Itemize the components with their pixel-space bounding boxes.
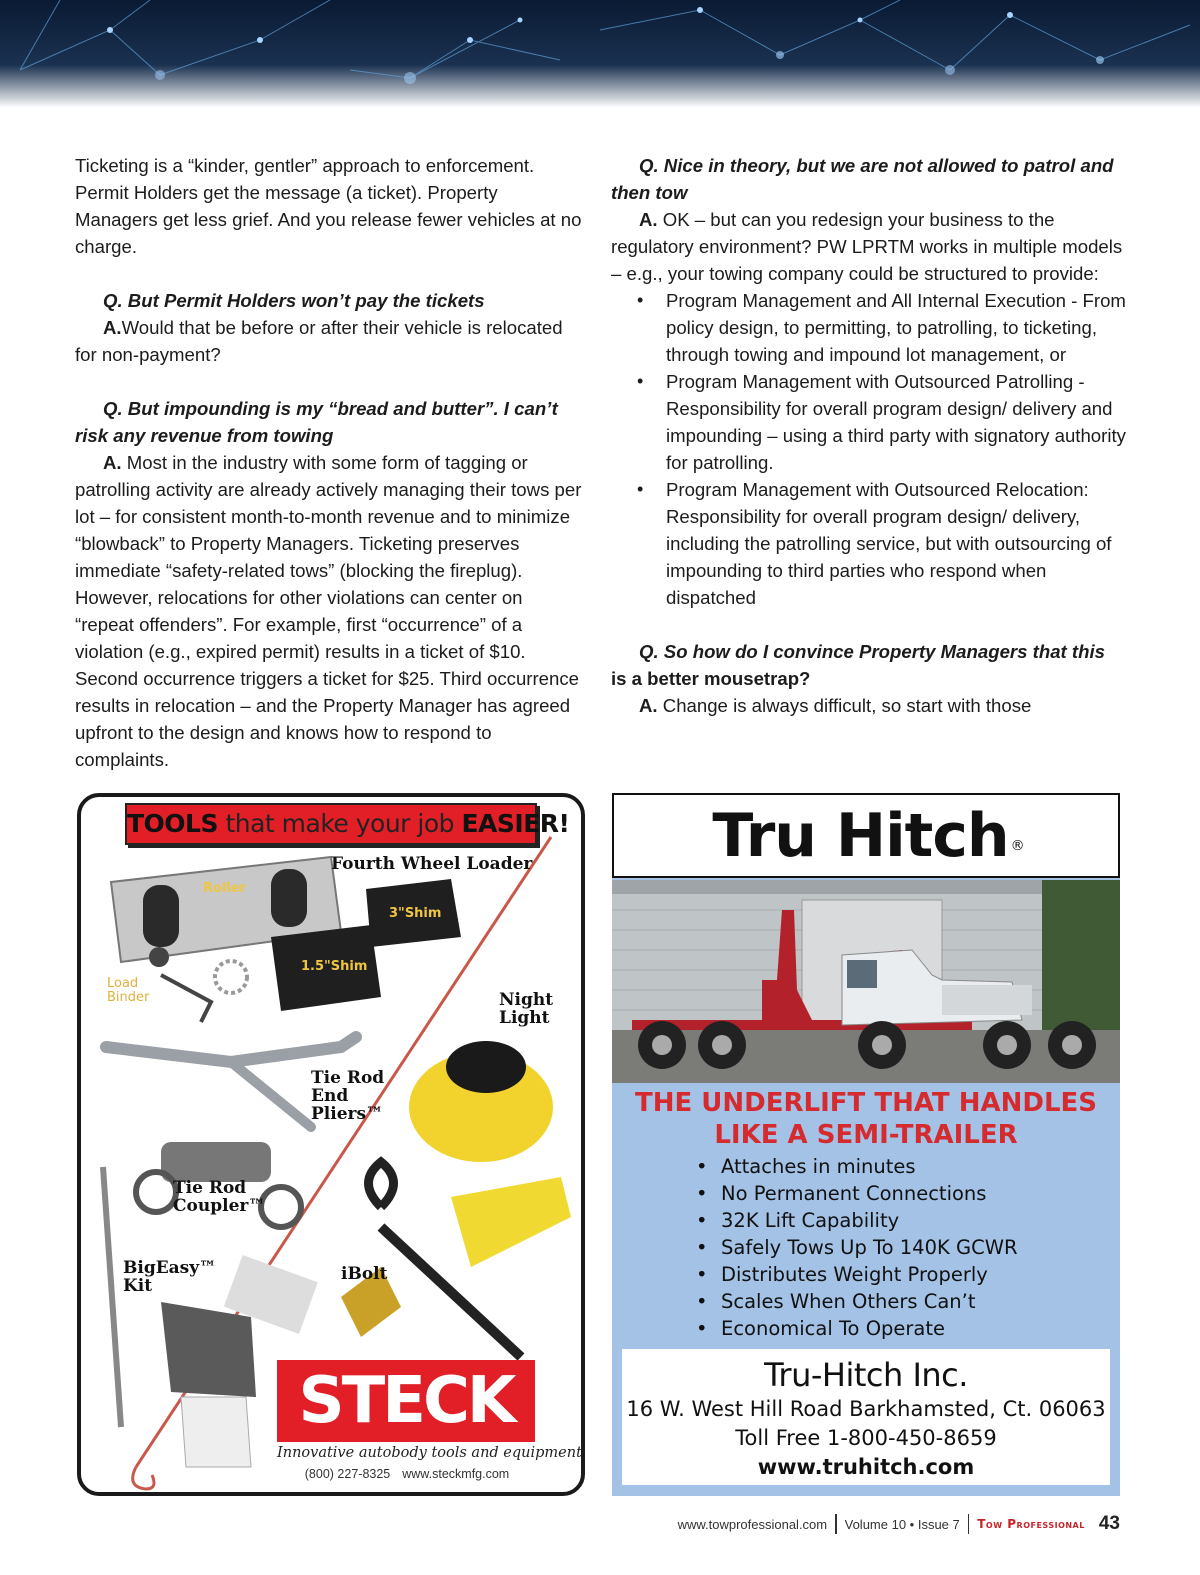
truhitch-headline bbox=[612, 1087, 1120, 1151]
answer-label: A. bbox=[639, 209, 658, 230]
label-tie-rod-end-pliers: Tie Rod End Pliers™ bbox=[311, 1068, 385, 1124]
article-right-column bbox=[611, 152, 1126, 719]
list-item: • Economical To Operate bbox=[696, 1315, 1096, 1342]
question-permit-holders: Q. But Permit Holders won’t pay the tickets bbox=[103, 290, 485, 311]
list-item: • Program Management with Outsourced Patrolling - Responsibility for overall program design/ delivery and impounding – using a third party with signatory authority for patrolling. bbox=[611, 368, 1126, 476]
label-ibolt: iBolt bbox=[341, 1264, 388, 1284]
label-3-shim: 3"Shim bbox=[389, 906, 442, 921]
label-bigeasy-kit: BigEasy™ Kit bbox=[123, 1258, 217, 1296]
label-tie-rod-coupler: Tie Rod Coupler™ bbox=[173, 1178, 266, 1216]
footer-issue: Volume 10 • Issue 7 bbox=[844, 1516, 960, 1532]
question-patrol-then-tow: Q. Nice in theory, but we are not allowed to patrol and then tow bbox=[611, 155, 1114, 203]
truhitch-contact-box bbox=[622, 1349, 1110, 1485]
steck-tagline: Innovative autobody tools and equipment bbox=[277, 1445, 582, 1461]
label-fourth-wheel-loader: Fourth Wheel Loader bbox=[331, 854, 533, 874]
footer-magazine-name: Tow Professional bbox=[977, 1517, 1085, 1531]
list-item: • No Permanent Connections bbox=[696, 1180, 1096, 1207]
header-banner bbox=[0, 0, 1200, 108]
list-item: • Program Management and All Internal Execution - From policy design, to permitting, to patrolling, to ticketing, through towing and impound lot management, or bbox=[611, 287, 1126, 368]
label-1-5-shim: 1.5"Shim bbox=[301, 959, 368, 974]
answer-text: OK – but can you redesign your business to the regulatory environment? PW LPRTM works in multiple models – e.g., your towing company could be structured to provide: bbox=[611, 209, 1123, 284]
question-text: Q. So how do I convince Property Managers that this bbox=[639, 641, 1105, 662]
answer-change-difficult bbox=[611, 692, 1126, 719]
headline-tools: TOOLS bbox=[127, 809, 218, 838]
footer-website[interactable]: www.towprofessional.com bbox=[677, 1516, 828, 1532]
truhitch-logo-box bbox=[612, 793, 1120, 878]
intro-paragraph: Ticketing is a “kinder, gentler” approach to enforcement. Permit Holders get the message (a ticket). Property Managers get less grief. And you release fewer vehicles at no charge. bbox=[75, 155, 582, 257]
page-footer bbox=[678, 1510, 1120, 1538]
truhitch-logo bbox=[614, 803, 1122, 869]
truhitch-advertisement[interactable] bbox=[612, 793, 1120, 1496]
program-models-list bbox=[611, 287, 1126, 611]
list-item: • Safely Tows Up To 140K GCWR bbox=[696, 1234, 1096, 1261]
footer-divider bbox=[835, 1514, 837, 1534]
steck-phone: (800) 227-8325 bbox=[304, 1467, 391, 1481]
answer-label: A. bbox=[103, 452, 122, 473]
registered-mark: ® bbox=[1010, 838, 1024, 854]
truhitch-website[interactable]: www.truhitch.com bbox=[757, 1455, 975, 1479]
answer-permit-holders bbox=[75, 314, 585, 368]
label-night-light: Night Light bbox=[499, 990, 554, 1028]
headline-middle: that make your job bbox=[218, 809, 462, 838]
truhitch-logo-text: Tru Hitch bbox=[712, 801, 1009, 871]
page-number: 43 bbox=[1098, 1513, 1120, 1534]
answer-label: A. bbox=[103, 317, 122, 338]
list-item: • Scales When Others Can’t bbox=[696, 1288, 1096, 1315]
steck-contact bbox=[277, 1467, 537, 1481]
article-left-column bbox=[75, 152, 585, 773]
question-convince-managers-rest: is a better mousetrap? bbox=[611, 668, 811, 689]
answer-impounding-revenue bbox=[75, 449, 585, 773]
headline-line-1: THE UNDERLIFT THAT HANDLES bbox=[635, 1088, 1097, 1118]
steck-logo: STECK bbox=[277, 1360, 535, 1442]
answer-label: A. bbox=[639, 695, 658, 716]
headline-easier: EASIER! bbox=[461, 809, 570, 838]
question-convince-managers bbox=[611, 638, 1126, 665]
list-item: • Attaches in minutes bbox=[696, 1153, 1096, 1180]
list-item: • Program Management with Outsourced Relocation: Responsibility for overall program design/ delivery, including the patrolling service, but with outsourcing of impounding to third parties who respond when dispatched bbox=[611, 476, 1126, 611]
list-item: • 32K Lift Capability bbox=[696, 1207, 1096, 1234]
truhitch-features-list bbox=[696, 1153, 1096, 1342]
truhitch-phone: Toll Free 1-800-450-8659 bbox=[735, 1426, 997, 1450]
steck-headline bbox=[125, 803, 570, 845]
footer-divider bbox=[968, 1514, 970, 1534]
list-item: • Distributes Weight Properly bbox=[696, 1261, 1096, 1288]
headline-line-2: LIKE A SEMI-TRAILER bbox=[714, 1120, 1018, 1150]
truhitch-address: 16 W. West Hill Road Barkhamsted, Ct. 06063 bbox=[626, 1397, 1106, 1421]
steck-website[interactable]: www.steckmfg.com bbox=[402, 1467, 510, 1481]
answer-text: Would that be before or after their vehicle is relocated for non-payment? bbox=[75, 317, 563, 365]
question-impounding-revenue: Q. But impounding is my “bread and butter”. I can’t risk any revenue from towing bbox=[75, 398, 558, 446]
steck-advertisement[interactable] bbox=[77, 793, 585, 1496]
label-roller: Roller bbox=[203, 881, 247, 896]
network-graphic bbox=[0, 0, 1200, 108]
answer-text: Most in the industry with some form of tagging or patrolling activity are already actively managing their tows per lot – for consistent month-to-month revenue and to minimize “blowback” to Property Managers. Ticketing preserves immediate “safety-related tows” (blocking the fireplug). However, relocations for other violations can center on “repeat offenders”. For example, first “occurrence” of a violation (e.g., expired permit) results in a ticket of $10. Second occurrence triggers a ticket for $25. Third occurrence results in relocation – and the Property Manager has agreed upfront to the design and knows how to respond to complaints. bbox=[75, 452, 582, 770]
tow-truck-photo bbox=[612, 880, 1120, 1083]
truhitch-company-name: Tru-Hitch Inc. bbox=[764, 1356, 968, 1394]
answer-text: Change is always difficult, so start with those bbox=[662, 695, 1032, 716]
label-load-binder: Load Binder bbox=[107, 976, 150, 1005]
answer-redesign-business bbox=[611, 206, 1126, 287]
